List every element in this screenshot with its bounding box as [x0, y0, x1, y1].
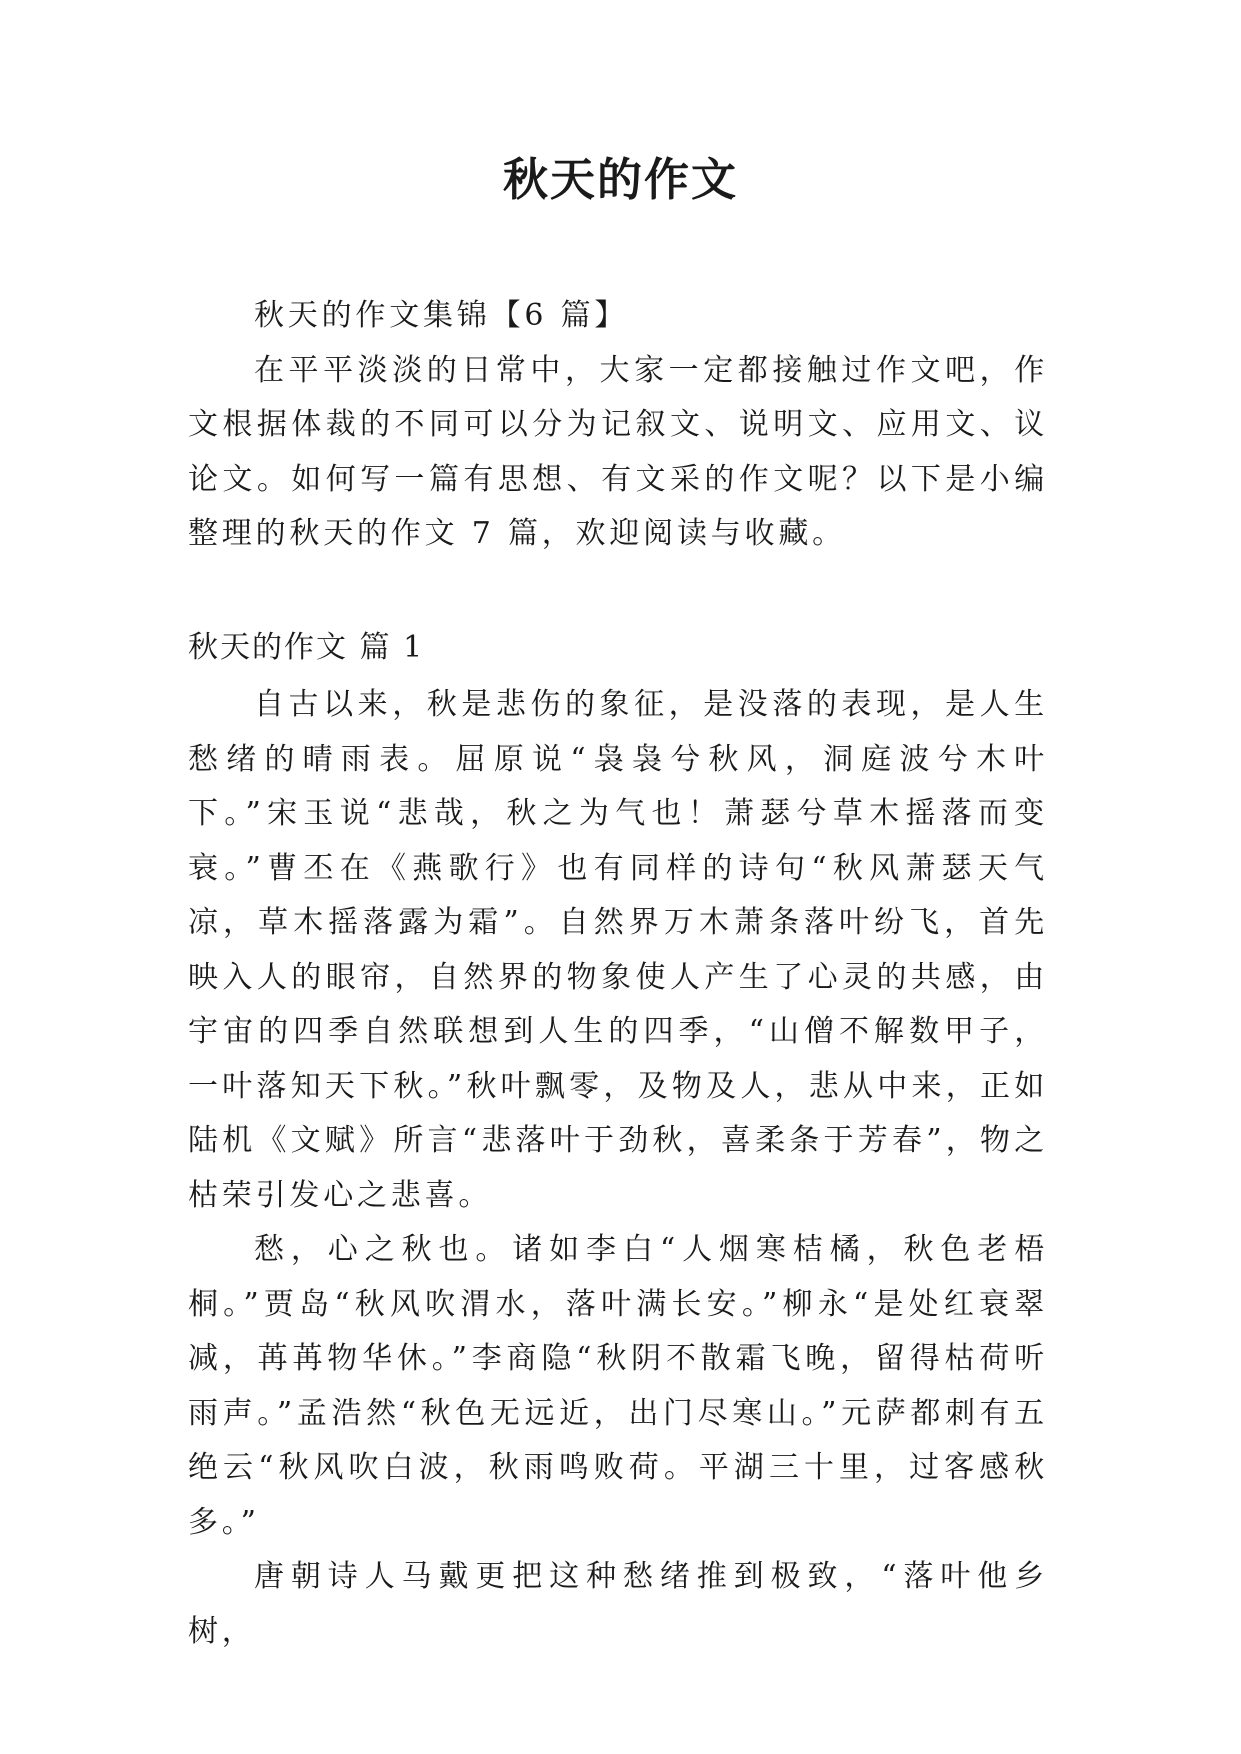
- document-title: 秋天的作文: [502, 153, 738, 206]
- section-heading: 秋天的作文 篇 1: [188, 629, 425, 665]
- body-paragraph-1: 自古以来，秋是悲伤的象征，是没落的表现，是人生愁绪的晴雨表。屈原说“袅袅兮秋风，洞庭波兮木叶下。”宋玉说“悲哉，秋之为气也！萧瑟兮草木摇落而变衰。”曹丕在《燕歌行》也有同样的诗句“秋风萧瑟天气凉，草木摇落露为霜”。自然界万木萧条落叶纷飞，首先映入人的眼帘，自然界的物象使人产生了心灵的共感，由宇宙的四季自然联想到人生的四季，“山僧不解数甲子，一叶落知天下秋。”秋叶飘零，及物及人，悲从中来，正如陆机《文赋》所言“悲落叶于劲秋，喜柔条于芳春”，物之枯荣引发心之悲喜。: [188, 687, 1048, 1213]
- intro-paragraph: 在平平淡淡的日常中，大家一定都接触过作文吧，作文根据体裁的不同可以分为记叙文、说明文、应用文、议论文。如何写一篇有思想、有文采的作文呢？以下是小编整理的秋天的作文 7 篇，欢迎阅读与收藏。: [188, 352, 1048, 551]
- body-paragraph-2: 愁，心之秋也。诸如李白“人烟寒桔橘，秋色老梧桐。”贾岛“秋风吹渭水，落叶满长安。”柳永“是处红衰翠减，苒苒物华休。”李商隐“秋阴不散霜飞晚，留得枯荷听雨声。”孟浩然“秋色无远近，出门尽寒山。”元萨都刺有五绝云“秋风吹白波，秋雨鸣败荷。平湖三十里，过客感秋多。”: [188, 1232, 1048, 1540]
- body-paragraph-3: 唐朝诗人马戴更把这种愁绪推到极致，“落叶他乡树，: [188, 1559, 1048, 1649]
- collection-subtitle: 秋天的作文集锦【6 篇】: [254, 298, 629, 333]
- document-body: [188, 289, 1048, 1659]
